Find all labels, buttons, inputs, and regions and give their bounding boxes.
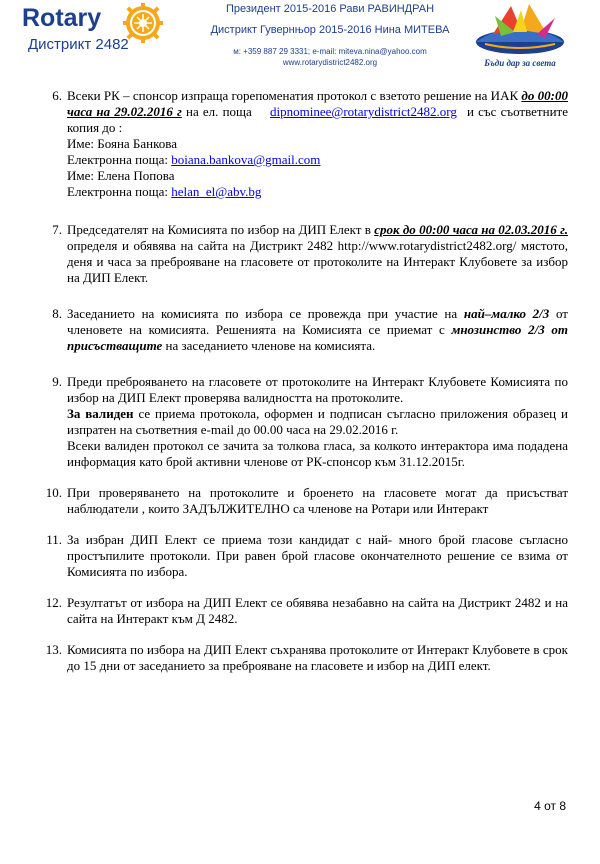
page-number: 4 от 8: [534, 799, 566, 813]
valid-label: За валиден: [67, 406, 134, 421]
president-line: Президент 2015-2016 Рави РАВИНДРАН: [225, 3, 435, 15]
email-link[interactable]: boiana.bankova@gmail.com: [171, 152, 321, 167]
contact-name: Име: Бояна Банкова: [67, 136, 178, 151]
list-item: 10. При проверяването на протоколите и броенето на гласовете могат да присъстват наблюдатели , които ЗАДЪЛЖИТЕЛНО са членове на Ротари или Интеракт: [40, 485, 568, 517]
theme-text: Бъди дар за света: [484, 58, 556, 68]
theme-logo: [455, 0, 585, 72]
header-info: [205, 2, 455, 68]
email-link[interactable]: helan_el@abv.bg: [171, 184, 262, 199]
rotary-logo: [22, 2, 172, 60]
list-item: 6. Всеки РК – спонсор изпраща горепоменатия протокол с взетото решение на ИАК до 00:00 часа на 29.02.2016 г на ел. поща dipnominee@rotarydistrict2482.org и със съответните копия до : Име: Бояна Банкова Електронна поща: boiana.bankova@gmail.com Име: Елена Попова Електронна поща: helan_el@abv.bg: [40, 88, 568, 200]
item-number: 7.: [52, 222, 62, 237]
deadline-text: срок до 00:00 часа на 02.03.2016 г.: [374, 222, 568, 237]
email-link[interactable]: dipnominee@rotarydistrict2482.org: [270, 104, 457, 119]
item-number: 6.: [52, 88, 62, 103]
globe-icon: [455, 0, 585, 58]
list-item: 9. Преди преброяването на гласовете от протоколите на Интеракт Клубовете Комисията по избор на ДИП Елект проверява валидността на протоколите. За валиден се приема протокола, оформен и подписан съгласно приложения образец и изпратен на съответния e-mail до 00.00 часа на 29.02.2016 г. Всеки валиден протокол се зачита за толкова гласа, за колкото интеракторa има подадена информация като брой активни членове от РК-спонсор към 31.12.2015г.: [40, 374, 568, 470]
list-item: 8. Заседанието на комисията по избора се провежда при участие на най–малко 2/3 от членовете на комисията. Решенията на Комисията се приемат с мнозинство 2/3 от присъстващите на заседанието членове на комисията.: [40, 306, 568, 354]
deadline-text: до 00:00 часа на 29.02.2016 г: [67, 88, 568, 119]
list-item: 7. Председателят на Комисията по избор на ДИП Елект в срок до 00:00 часа на 02.03.2016 г. определя и обявява на сайта на Дистрикт 2482 http://www.rotarydistrict2482.org/ мястото, деня и часа за преброяване на гласовете от протоколите на Интеракт Клубовете за избор на ДИП Елект.: [40, 222, 568, 286]
item-number: 11.: [46, 532, 62, 547]
contact-name: Име: Елена Попова: [67, 168, 175, 183]
list-item: 12. Резултатът от избора на ДИП Елект се обявява незабавно на сайта на Дистрикт 2482 и на сайта на Интеракт към Д 2482.: [40, 595, 568, 627]
emphasis-text: най–малко 2/3: [463, 306, 550, 321]
list-item: 13. Комисията по избора на ДИП Елект съхранява протоколите от Интеракт Клубовете в срок до 15 дни от заседанието за преброяване на гласовете и избор на ДИП елект.: [40, 642, 568, 674]
district-label: Дистрикт 2482: [28, 36, 129, 53]
contact-line: м: +359 887 29 3331; e-mail: miteva.nina@yahoo.com: [233, 47, 427, 56]
governor-line: Дистрикт Гувернњор 2015-2016 Нина МИТЕВА: [210, 24, 450, 36]
list-item: 11. За избран ДИП Елект се приема този кандидат с най- много брой гласове съгласно простъпилите протоколи. При равен брой гласове окончателното решение се взима от Комисията по избора.: [40, 532, 568, 580]
item-number: 8.: [52, 306, 62, 321]
item-number: 12.: [45, 595, 62, 610]
emphasis-text: мнозинство 2/3 от присъстващите: [67, 322, 568, 353]
website-link[interactable]: www.rotarydistrict2482.org: [282, 58, 378, 67]
item-number: 9.: [52, 374, 62, 389]
rotary-wordmark: Rotary: [22, 4, 102, 32]
document-body: [40, 88, 568, 689]
item-number: 10.: [45, 485, 62, 500]
item-number: 13.: [45, 642, 62, 657]
